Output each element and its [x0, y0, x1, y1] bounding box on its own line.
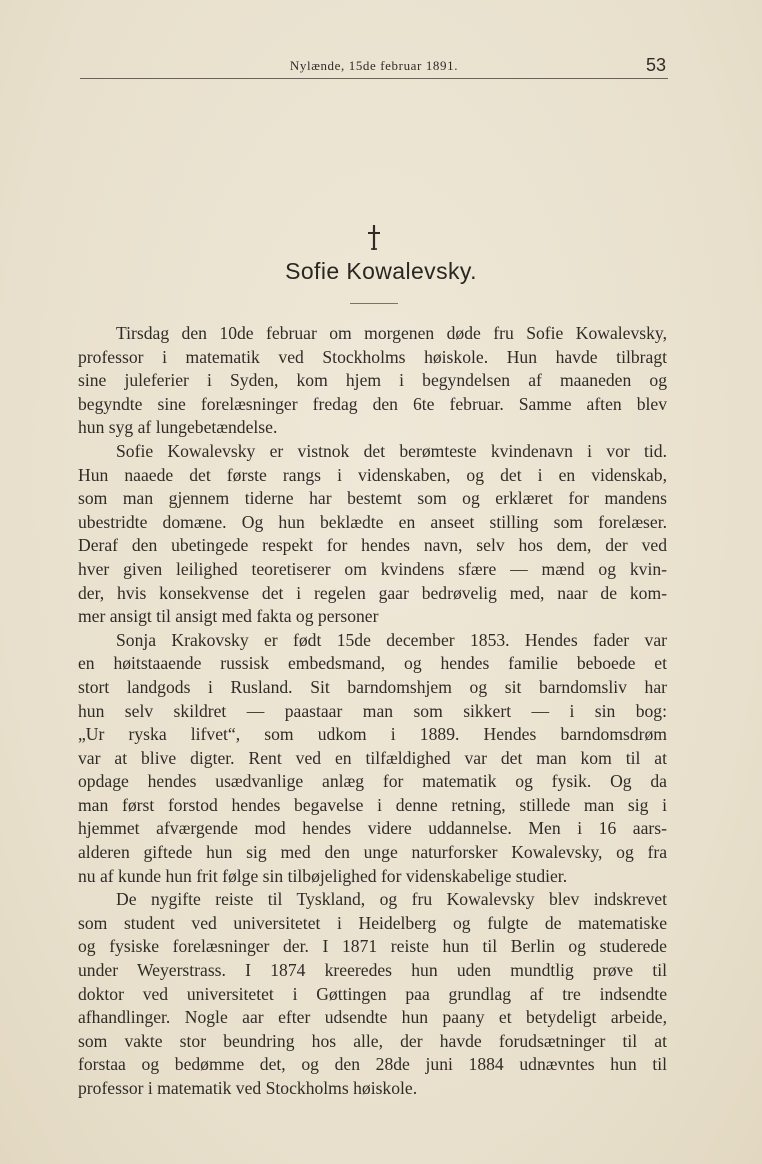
- text-line: var at blive digter. Rent ved en tilfældighed var det man kom til at: [78, 747, 667, 768]
- text-line: stort landgods i Rusland. Sit barndomshjem og sit barndomsliv har: [78, 676, 667, 697]
- running-head: Nylænde, 15de februar 1891.: [289, 58, 459, 73]
- article-body: [78, 322, 667, 1101]
- text-line: man først forstod hendes begavelse i denne retning, stillede man sig i: [78, 794, 667, 815]
- text-line: Hun naaede det første rangs i videnskaben, og det i en videnskab,: [78, 464, 667, 485]
- text-line: Sonja Krakovsky er født 15de december 1853. Hendes fader var: [116, 629, 667, 650]
- text-line: mer ansigt til ansigt med fakta og personer: [78, 606, 379, 627]
- text-line: professor i matematik ved Stockholms høiskole. Hun havde tilbragt: [78, 346, 667, 367]
- text-line: alderen giftede hun sig med den unge naturforsker Kowalevsky, og fra: [78, 842, 667, 863]
- text-line: en høitstaaende russisk embedsmand, og hendes familie beboede et: [78, 653, 667, 674]
- text-line: som vakte stor beundring hos alle, der havde forudsætninger til at: [78, 1030, 667, 1051]
- text-line: forstaa og bedømme det, og den 28de juni 1884 udnævntes hun til: [78, 1054, 667, 1075]
- page-header: [80, 56, 668, 79]
- text-line: nu af kunde hun frit følge sin tilbøjelighed for videnskabelige studier.: [78, 865, 568, 886]
- text-line: som student ved universitetet i Heidelberg og fulgte de matematiske: [78, 912, 667, 933]
- text-line: „Ur ryska lifvet“, som udkom i 1889. Hendes barndomsdrøm: [78, 724, 667, 745]
- text-line: hjemmet afværgende mod hendes videre uddannelse. Men i 16 aars-: [78, 818, 667, 839]
- text-line: Deraf den ubetingede respekt for hendes navn, selv hos dem, der ved: [78, 535, 667, 556]
- text-line: og fysiske forelæsninger der. I 1871 reiste hun til Berlin og studerede: [78, 936, 667, 957]
- page-number: 53: [645, 55, 666, 75]
- text-line: under Weyerstrass. I 1874 kreeredes hun uden mundtlig prøve til: [78, 960, 667, 981]
- text-line: doktor ved universitetet i Gøttingen paa grundlag af tre indsendte: [78, 983, 667, 1004]
- text-line: som man gjennem tiderne har bestemt som og erklæret for mandens: [78, 488, 667, 509]
- text-line: professor i matematik ved Stockholms høiskole.: [78, 1078, 418, 1098]
- text-line: hver given leilighed teoretiserer om kvindens sfære — mænd og kvin-: [78, 558, 667, 579]
- text-line: afhandlinger. Nogle aar efter udsendte hun paany et betydeligt arbeide,: [78, 1007, 667, 1028]
- text-line: der, hvis konsekvense det i regelen gaar bedrøvelig med, naar de kom-: [78, 582, 667, 603]
- title-divider: [350, 303, 398, 304]
- text-line: Tirsdag den 10de februar om morgenen døde fru Sofie Kowalevsky,: [116, 323, 667, 343]
- text-line: hun syg af lungebetændelse.: [78, 417, 278, 438]
- article-title: Sofie Kowalevsky.: [285, 258, 477, 284]
- text-line: begyndte sine forelæsninger fredag den 6te februar. Samme aften blev: [78, 393, 667, 414]
- text-line: De nygifte reiste til Tyskland, og fru Kowalevsky blev indskrevet: [116, 889, 667, 910]
- text-line: hun selv skildret — paastaar man som sikkert — i sin bog:: [78, 700, 667, 721]
- text-line: sine juleferier i Syden, kom hjem i begyndelsen af maaneden og: [78, 370, 667, 391]
- cross-icon: [362, 222, 386, 252]
- text-line: ubestridte domæne. Og hun beklædte en anseet stilling som forelæser.: [78, 511, 667, 532]
- text-line: opdage hendes usædvanlige anlæg for matematik og fysik. Og da: [78, 771, 667, 792]
- text-line: Sofie Kowalevsky er vistnok det berømteste kvindenavn i vor tid.: [116, 440, 667, 461]
